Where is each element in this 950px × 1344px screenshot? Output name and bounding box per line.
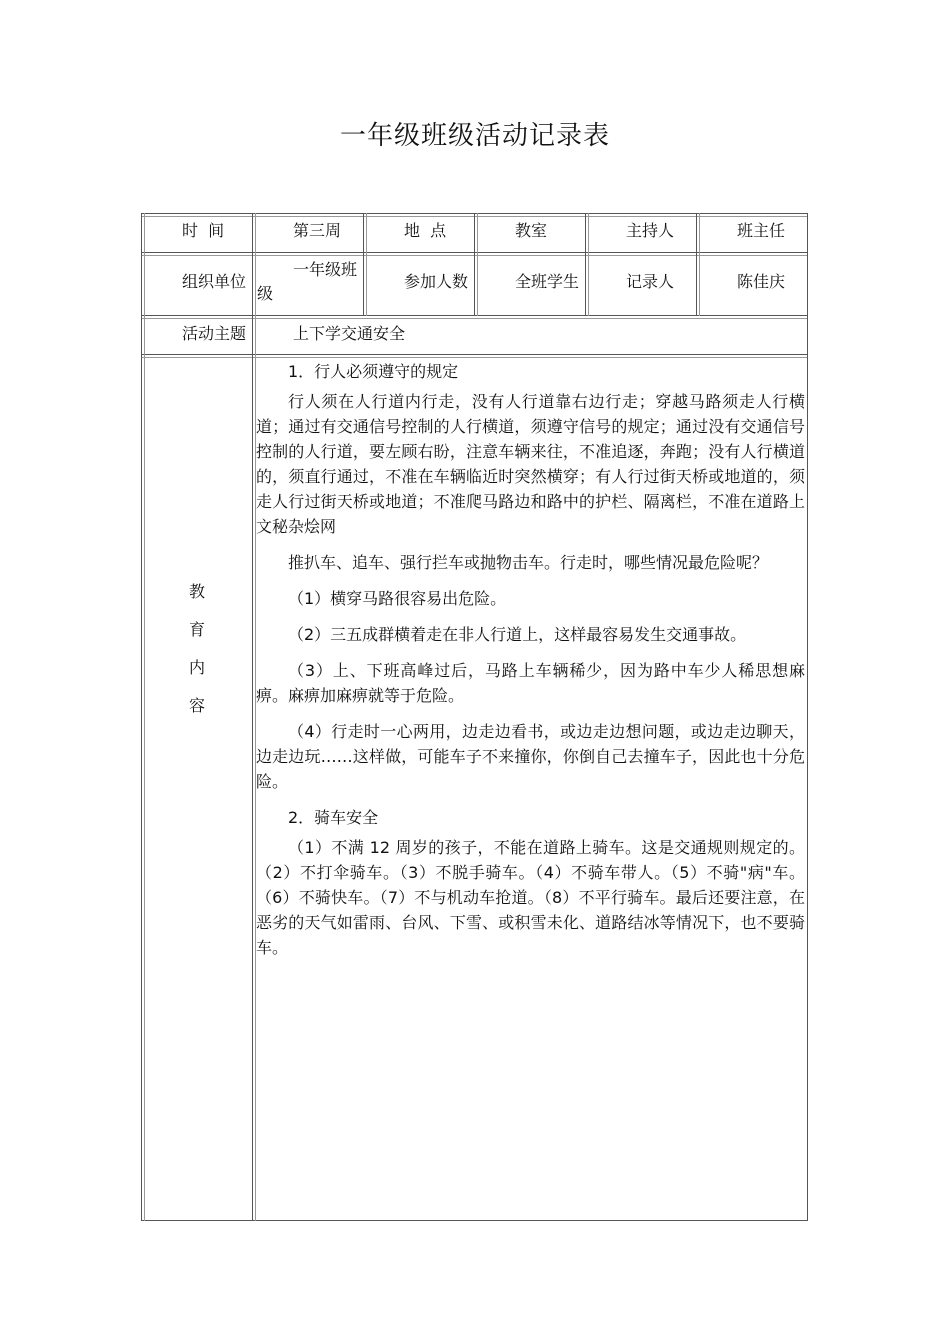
col4-divider <box>585 213 586 316</box>
side-label-char: 育 <box>188 620 205 639</box>
section-heading-pedestrian: 1．行人必须遵守的规定 <box>288 362 459 381</box>
content-paragraph: （2）三五成群横着走在非人行道上，这样最容易发生交通事故。 <box>288 625 747 644</box>
host-value: 班主任 <box>737 221 786 240</box>
theme-value: 上下学交通安全 <box>293 324 406 343</box>
content-paragraph: （1）不满 12 周岁的孩子，不能在道路上骑车。这是交通规则规定的。（2）不打伞骑车。（3）不脱手骑车。（4）不骑车带人。（5）不骑"病"车。（6）不骑快车。（7）不与机动车抢道。（8）不平行骑车。最后还要注意，在恶劣的天气如雷雨、台风、下雪、或积雪未化、道路结冰等情况下，也不要骑车。 <box>256 838 805 957</box>
col2-divider <box>363 213 364 316</box>
participants-value: 全班学生 <box>515 272 580 291</box>
place-value: 教室 <box>515 221 548 240</box>
col1-divider <box>252 213 253 1221</box>
content-paragraph: 行人须在人行道内行走，没有人行道靠右边行走；穿越马路须走人行横道；通过有交通信号控制的人行横道，须遵守信号的规定；通过没有交通信号控制的人行道，要左顾右盼，注意车辆来往，不准追逐，奔跑；没有人行横道的，须直行通过，不准在车辆临近时突然横穿；有人行过街天桥或地道的，须走人行过街天桥或地道；不准爬马路边和路中的护栏、隔离栏，不准在道路上文秘杂烩网 <box>256 392 805 536</box>
row3-bottom <box>141 354 808 355</box>
col5-divider <box>696 213 697 316</box>
time-label: 时 间 <box>182 221 225 240</box>
recorder-label: 记录人 <box>626 272 675 291</box>
col4-divider-inner <box>588 213 589 316</box>
table-border-bottom <box>141 1220 808 1221</box>
content-paragraph: （4）行走时一心两用，边走边看书，或边走边想问题，或边走边聊天，边走边玩……这样做，可能车子不来撞你，你倒自己去撞车子，因此也十分危险。 <box>256 722 805 791</box>
col2-divider-inner <box>366 213 367 316</box>
side-label-char: 教 <box>188 582 205 601</box>
content-side-label <box>142 577 252 729</box>
col5-divider-inner <box>699 213 700 316</box>
side-label-char: 内 <box>188 658 205 677</box>
section-heading-cycling: 2．骑车安全 <box>288 808 379 827</box>
col3-divider <box>474 213 475 316</box>
org-value-line1: 一年级班 <box>293 260 358 279</box>
org-label: 组织单位 <box>182 272 247 291</box>
recorder-value: 陈佳庆 <box>737 272 786 291</box>
content-paragraph: （1）横穿马路很容易出危险。 <box>288 589 507 608</box>
col3-divider-inner <box>477 213 478 316</box>
table-border-right <box>807 213 808 1221</box>
page-title: 一年级班级活动记录表 <box>339 121 610 151</box>
place-label: 地 点 <box>404 221 447 240</box>
host-label: 主持人 <box>626 221 675 240</box>
content-paragraph: （3）上、下班高峰过后，马路上车辆稀少，因为路中车少人稀思想麻痹。麻痹加麻痹就等于危险。 <box>256 661 805 705</box>
time-value: 第三周 <box>293 221 342 240</box>
org-value-line2: 级 <box>257 284 274 303</box>
side-label-char: 容 <box>188 696 205 715</box>
education-content <box>256 356 807 971</box>
theme-label: 活动主题 <box>182 324 247 343</box>
content-paragraph: 推扒车、追车、强行拦车或抛物击车。行走时，哪些情况最危险呢？ <box>288 553 769 572</box>
participants-label: 参加人数 <box>404 272 469 291</box>
row3-top <box>141 318 808 319</box>
